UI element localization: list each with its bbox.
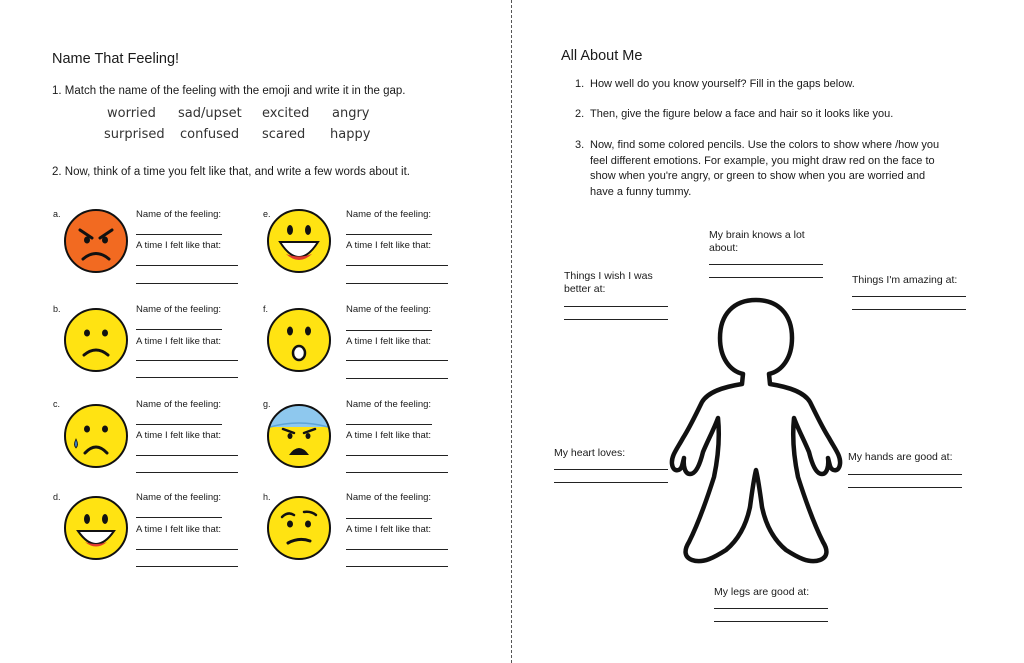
time-felt-label: A time I felt like that: xyxy=(346,240,432,251)
body-outline-figure xyxy=(664,292,848,578)
legs-prompt xyxy=(714,586,809,599)
scared-face-icon xyxy=(266,403,332,469)
item-number: 3. xyxy=(575,139,585,151)
prompt-line: My brain knows a lot xyxy=(709,229,805,241)
answer-line[interactable] xyxy=(564,319,668,320)
emoji-letter: g. xyxy=(263,399,271,409)
instruction-1 xyxy=(575,77,855,93)
emoji-letter: c. xyxy=(53,399,61,409)
answer-line[interactable] xyxy=(136,360,238,361)
name-of-feeling-label: Name of the feeling: xyxy=(136,209,222,220)
step-1-instruction: 1. Match the name of the feeling with the emoji and write it in the gap. xyxy=(52,85,406,97)
time-felt-label: A time I felt like that: xyxy=(136,524,222,535)
answer-line[interactable] xyxy=(554,482,668,483)
answer-line[interactable] xyxy=(136,377,238,378)
name-of-feeling-label: Name of the feeling: xyxy=(346,399,432,410)
answer-line[interactable] xyxy=(564,306,668,307)
confused-face-icon xyxy=(266,495,332,561)
word-happy: happy xyxy=(330,127,371,142)
answer-line[interactable] xyxy=(346,472,448,473)
name-of-feeling-label: Name of the feeling: xyxy=(346,304,432,315)
word-surprised: surprised xyxy=(104,127,165,142)
crying-face-icon xyxy=(63,403,129,469)
item-number: 1. xyxy=(575,78,585,90)
item-text-line: feel different emotions. For example, you might draw red on the face to xyxy=(590,154,935,167)
word-excited: excited xyxy=(262,106,310,121)
emoji-letter: f. xyxy=(263,304,269,314)
answer-line[interactable] xyxy=(714,621,828,622)
emoji-letter: h. xyxy=(263,492,271,502)
item-number: 2. xyxy=(575,108,585,120)
happy-face-icon xyxy=(63,495,129,561)
prompt-line: My legs are good at: xyxy=(714,586,810,598)
time-felt-label: A time I felt like that: xyxy=(346,524,432,535)
item-text: How well do you know yourself? Fill in the gaps below. xyxy=(590,78,855,90)
prompt-line: My hands are good at: xyxy=(848,451,953,463)
wish-better-prompt xyxy=(564,270,653,295)
word-confused: confused xyxy=(180,127,240,142)
prompt-line: My heart loves: xyxy=(554,447,626,459)
item-text-line: have a funny tummy. xyxy=(590,185,692,198)
surprised-face-icon xyxy=(266,307,332,373)
instruction-2 xyxy=(575,107,894,123)
amazing-prompt xyxy=(852,274,957,287)
left-page-title: Name That Feeling! xyxy=(52,51,180,67)
answer-line[interactable] xyxy=(346,283,448,284)
angry-face-icon xyxy=(63,208,129,274)
answer-line[interactable] xyxy=(136,265,238,266)
emoji-letter: b. xyxy=(53,304,61,314)
answer-line[interactable] xyxy=(136,566,238,567)
answer-line[interactable] xyxy=(136,517,222,518)
time-felt-label: A time I felt like that: xyxy=(136,336,222,347)
time-felt-label: A time I felt like that: xyxy=(136,240,222,251)
right-page-title: All About Me xyxy=(561,48,643,64)
word-worried: worried xyxy=(107,106,156,121)
answer-line[interactable] xyxy=(346,265,448,266)
answer-line[interactable] xyxy=(136,424,222,425)
answer-line[interactable] xyxy=(346,360,448,361)
answer-line[interactable] xyxy=(346,566,448,567)
name-of-feeling-label: Name of the feeling: xyxy=(136,492,222,503)
answer-line[interactable] xyxy=(346,455,448,456)
name-of-feeling-label: Name of the feeling: xyxy=(136,399,222,410)
answer-line[interactable] xyxy=(136,455,238,456)
time-felt-label: A time I felt like that: xyxy=(346,430,432,441)
answer-line[interactable] xyxy=(554,469,668,470)
answer-line[interactable] xyxy=(136,283,238,284)
word-angry: angry xyxy=(332,106,370,121)
answer-line[interactable] xyxy=(136,472,238,473)
answer-line[interactable] xyxy=(852,309,966,310)
prompt-line: Things I wish I was xyxy=(564,270,653,282)
prompt-line: better at: xyxy=(564,282,606,295)
answer-line[interactable] xyxy=(848,487,962,488)
answer-line[interactable] xyxy=(346,378,448,379)
answer-line[interactable] xyxy=(136,234,222,235)
name-of-feeling-label: Name of the feeling: xyxy=(346,209,432,220)
emoji-letter: d. xyxy=(53,492,61,502)
answer-line[interactable] xyxy=(346,518,432,519)
prompt-line: about: xyxy=(709,241,739,254)
time-felt-label: A time I felt like that: xyxy=(136,430,222,441)
word-sad-upset: sad/upset xyxy=(178,106,242,121)
answer-line[interactable] xyxy=(709,264,823,265)
time-felt-label: A time I felt like that: xyxy=(346,336,432,347)
answer-line[interactable] xyxy=(714,608,828,609)
name-of-feeling-label: Name of the feeling: xyxy=(136,304,222,315)
excited-face-icon xyxy=(266,208,332,274)
answer-line[interactable] xyxy=(136,549,238,550)
answer-line[interactable] xyxy=(346,330,432,331)
answer-line[interactable] xyxy=(852,296,966,297)
item-text: Then, give the figure below a face and hair so it looks like you. xyxy=(590,108,894,120)
name-of-feeling-label: Name of the feeling: xyxy=(346,492,432,503)
prompt-line: Things I'm amazing at: xyxy=(852,274,958,286)
item-text-line: show when you're angry, or green to show when you are worried and xyxy=(590,170,926,182)
answer-line[interactable] xyxy=(346,549,448,550)
answer-line[interactable] xyxy=(346,234,432,235)
answer-line[interactable] xyxy=(709,277,823,278)
item-text xyxy=(590,138,939,200)
step-2-instruction: 2. Now, think of a time you felt like that, and write a few words about it. xyxy=(52,166,410,178)
item-text-line: Now, find some colored pencils. Use the colors to show where /how you xyxy=(590,139,940,151)
answer-line[interactable] xyxy=(136,329,222,330)
answer-line[interactable] xyxy=(346,424,432,425)
sad-face-icon xyxy=(63,307,129,373)
hands-prompt xyxy=(848,451,952,464)
emoji-letter: a. xyxy=(53,209,61,219)
page-fold-divider xyxy=(511,0,512,663)
brain-prompt xyxy=(709,229,805,254)
emoji-letter: e. xyxy=(263,209,271,219)
answer-line[interactable] xyxy=(848,474,962,475)
heart-prompt xyxy=(554,447,625,460)
instruction-3 xyxy=(575,138,940,198)
word-scared: scared xyxy=(262,127,306,142)
